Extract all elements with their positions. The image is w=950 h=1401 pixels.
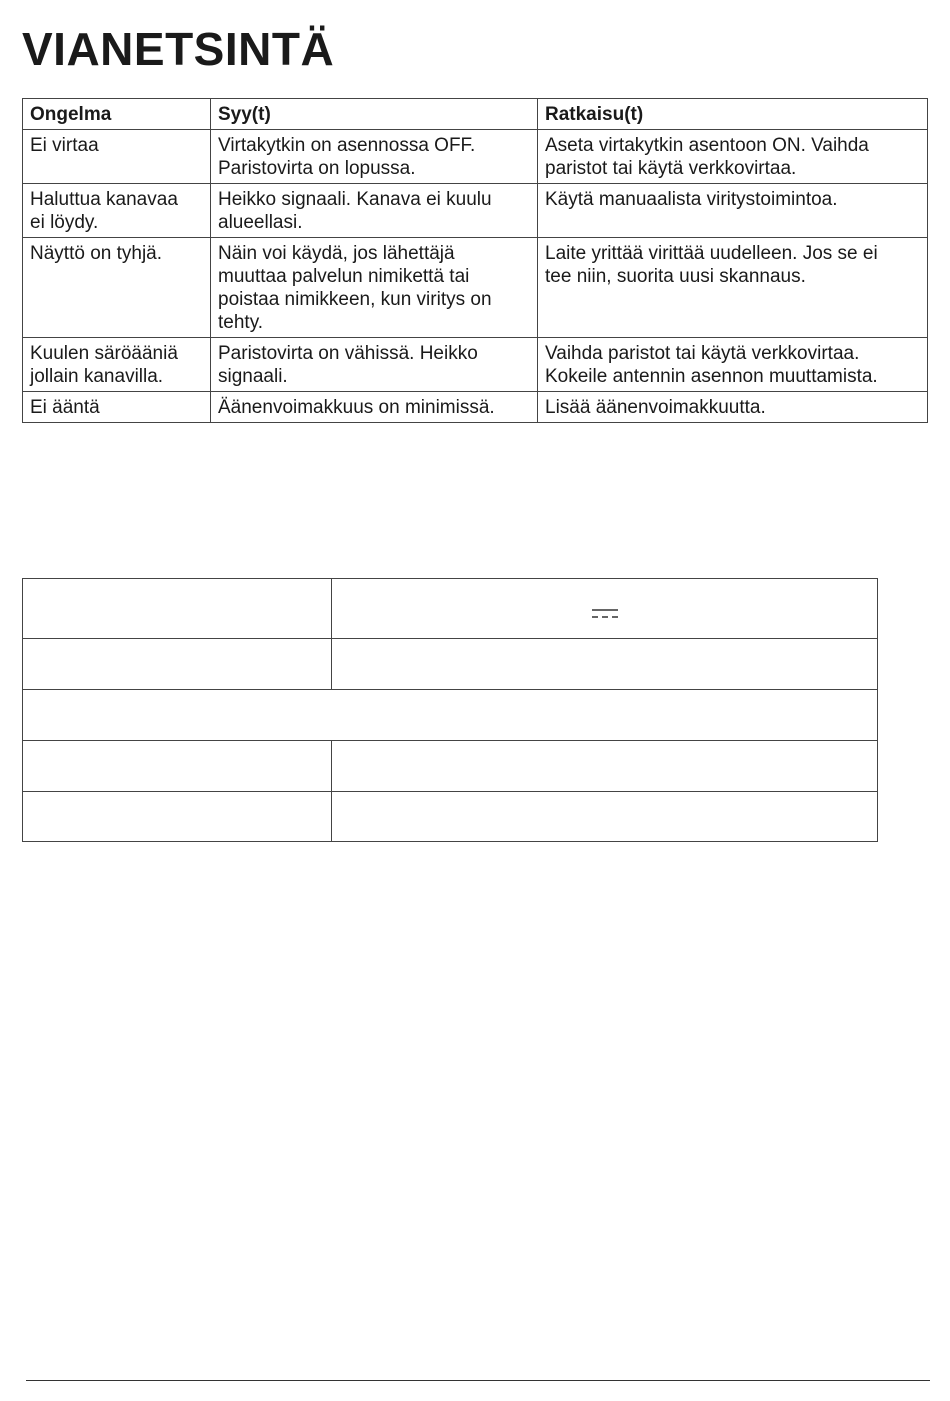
spec-value-cell xyxy=(332,579,878,639)
page-title: VIANETSINTÄ xyxy=(22,23,335,75)
cause-cell: Äänenvoimakkuus on minimissä. xyxy=(211,392,538,423)
table-row xyxy=(23,130,928,184)
spec-section-cell xyxy=(23,690,878,741)
spec-row xyxy=(23,579,878,639)
troubleshooting-table xyxy=(22,98,928,423)
problem-cell: Ei ääntä xyxy=(23,392,211,423)
header-cause: Syy(t) xyxy=(211,99,538,130)
table-row xyxy=(23,184,928,238)
cause-cell: Virtakytkin on asennossa OFF. Paristovirta on lopussa. xyxy=(211,130,538,184)
spec-value-cell xyxy=(332,639,878,690)
specifications-table xyxy=(22,578,878,842)
problem-cell: Haluttua kanavaa ei löydy. xyxy=(23,184,211,238)
table-row xyxy=(23,238,928,338)
table-header-row xyxy=(23,99,928,130)
solution-cell: Käytä manuaalista viritystoimintoa. xyxy=(538,184,928,238)
spec-row xyxy=(23,741,878,792)
solution-cell: Vaihda paristot tai käytä verkkovirtaa. Kokeile antennin asennon muuttamista. xyxy=(538,338,928,392)
problem-cell: Ei virtaa xyxy=(23,130,211,184)
header-solution: Ratkaisu(t) xyxy=(538,99,928,130)
solution-cell: Aseta virtakytkin asentoon ON. Vaihda paristot tai käytä verkkovirtaa. xyxy=(538,130,928,184)
header-problem: Ongelma xyxy=(23,99,211,130)
problem-cell: Kuulen säröääniä jollain kanavilla. xyxy=(23,338,211,392)
solution-cell: Laite yrittää virittää uudelleen. Jos se ei tee niin, suorita uusi skannaus. xyxy=(538,238,928,338)
spec-row xyxy=(23,690,878,741)
cause-cell: Heikko signaali. Kanava ei kuulu alueellasi. xyxy=(211,184,538,238)
spec-label-cell xyxy=(23,741,332,792)
solution-cell: Lisää äänenvoimakkuutta. xyxy=(538,392,928,423)
spec-row xyxy=(23,792,878,842)
problem-cell: Näyttö on tyhjä. xyxy=(23,238,211,338)
table-row xyxy=(23,338,928,392)
footer-divider xyxy=(26,1380,930,1381)
cause-cell: Näin voi käydä, jos lähettäjä muuttaa palvelun nimikettä tai poistaa nimikkeen, kun viritys on tehty. xyxy=(211,238,538,338)
direct-current-symbol-icon xyxy=(592,608,618,620)
table-row xyxy=(23,392,928,423)
spec-label-cell xyxy=(23,639,332,690)
spec-row xyxy=(23,639,878,690)
cause-cell: Paristovirta on vähissä. Heikko signaali. xyxy=(211,338,538,392)
spec-label-cell xyxy=(23,579,332,639)
spec-value-cell xyxy=(332,792,878,842)
spec-label-cell xyxy=(23,792,332,842)
spec-value-cell xyxy=(332,741,878,792)
